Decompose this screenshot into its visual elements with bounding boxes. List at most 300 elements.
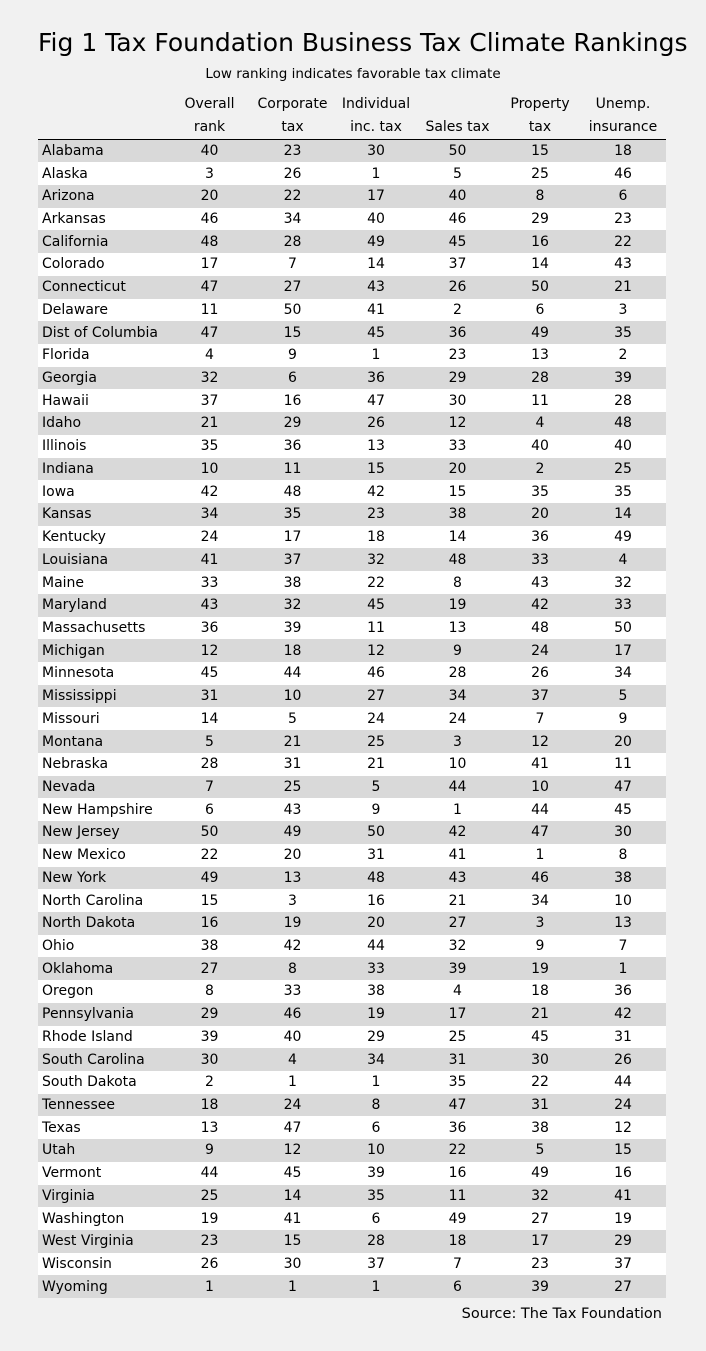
table-row bbox=[38, 1207, 666, 1230]
rank-cell: 48 bbox=[531, 619, 549, 636]
rank-cell: 46 bbox=[283, 1006, 302, 1023]
rank-cell: 25 bbox=[614, 460, 632, 477]
state-name-cell: Arizona bbox=[42, 188, 95, 205]
column-header bbox=[38, 93, 171, 140]
chart-subtitle: Low ranking indicates favorable tax climate bbox=[205, 66, 501, 82]
rank-cell: 29 bbox=[367, 1028, 385, 1045]
state-name-cell: Oklahoma bbox=[42, 960, 114, 977]
rank-cell: 39 bbox=[531, 1278, 549, 1295]
rank-cell: 18 bbox=[531, 983, 549, 1000]
rank-cell: 43 bbox=[367, 279, 385, 296]
rank-cell: 28 bbox=[200, 756, 219, 773]
rank-cell: 9 bbox=[453, 642, 462, 659]
state-name-cell: Washington bbox=[42, 1210, 125, 1227]
rank-cell: 8 bbox=[453, 574, 462, 591]
rank-cell: 10 bbox=[283, 688, 302, 705]
rank-cell: 10 bbox=[448, 756, 467, 773]
rankings-table bbox=[38, 93, 666, 1298]
rank-cell: 28 bbox=[367, 1233, 385, 1250]
rank-cell: 6 bbox=[205, 801, 214, 818]
rank-cell: 39 bbox=[614, 370, 632, 387]
rank-cell: 44 bbox=[531, 801, 549, 818]
rank-cell: 5 bbox=[205, 733, 214, 750]
rank-cell: 9 bbox=[288, 347, 297, 364]
table-row bbox=[38, 912, 666, 935]
rank-cell: 44 bbox=[283, 665, 302, 682]
rank-cell: 15 bbox=[448, 483, 467, 500]
state-name-cell: Maryland bbox=[42, 597, 107, 614]
rank-cell: 44 bbox=[200, 1165, 219, 1182]
rank-cell: 34 bbox=[531, 892, 549, 909]
rank-cell: 24 bbox=[367, 710, 385, 727]
rank-cell: 1 bbox=[371, 1074, 381, 1091]
rank-cell: 19 bbox=[531, 960, 549, 977]
rank-cell: 36 bbox=[283, 438, 302, 455]
table-row bbox=[38, 1275, 666, 1298]
rank-cell: 16 bbox=[200, 915, 219, 932]
rank-cell: 45 bbox=[448, 233, 467, 250]
rank-cell: 4 bbox=[205, 347, 214, 364]
state-name-cell: Georgia bbox=[42, 370, 97, 387]
rank-cell: 40 bbox=[531, 438, 549, 455]
rank-cell: 20 bbox=[614, 733, 632, 750]
rank-cell: 15 bbox=[614, 1142, 632, 1159]
rank-cell: 42 bbox=[283, 938, 302, 955]
rank-cell: 1 bbox=[288, 1074, 297, 1091]
rank-cell: 48 bbox=[367, 869, 385, 886]
rank-cell: 37 bbox=[614, 1256, 632, 1273]
rank-cell: 10 bbox=[531, 778, 549, 795]
table-row bbox=[38, 639, 666, 662]
rank-cell: 25 bbox=[200, 1187, 219, 1204]
rank-cell: 38 bbox=[614, 869, 632, 886]
rank-cell: 31 bbox=[283, 756, 302, 773]
table-row bbox=[38, 458, 666, 481]
rank-cell: 29 bbox=[531, 211, 549, 228]
state-name-cell: Kansas bbox=[42, 506, 92, 523]
rank-cell: 39 bbox=[367, 1165, 385, 1182]
rank-cell: 46 bbox=[200, 211, 219, 228]
rank-cell: 24 bbox=[614, 1097, 632, 1114]
rank-cell: 49 bbox=[614, 529, 632, 546]
rank-cell: 18 bbox=[448, 1233, 467, 1250]
rank-cell: 9 bbox=[618, 710, 628, 727]
rank-cell: 35 bbox=[200, 438, 219, 455]
table-row bbox=[38, 299, 666, 322]
rank-cell: 1 bbox=[371, 347, 381, 364]
rank-cell: 46 bbox=[531, 869, 549, 886]
rank-cell: 30 bbox=[200, 1051, 219, 1068]
table-row bbox=[38, 321, 666, 344]
rank-cell: 2 bbox=[535, 460, 545, 477]
column-header-line2: rank bbox=[193, 119, 226, 135]
rank-cell: 50 bbox=[614, 619, 632, 636]
state-name-cell: Utah bbox=[42, 1142, 76, 1159]
rank-cell: 26 bbox=[283, 165, 302, 182]
rank-cell: 32 bbox=[614, 574, 632, 591]
rank-cell: 3 bbox=[535, 915, 545, 932]
rank-cell: 15 bbox=[283, 324, 302, 341]
table-row bbox=[38, 1185, 666, 1208]
rank-cell: 22 bbox=[614, 233, 632, 250]
rank-cell: 18 bbox=[614, 143, 632, 160]
state-name-cell: Kentucky bbox=[42, 529, 106, 546]
table-row bbox=[38, 776, 666, 799]
rank-cell: 35 bbox=[614, 324, 632, 341]
rank-cell: 36 bbox=[448, 324, 467, 341]
rank-cell: 20 bbox=[283, 847, 302, 864]
table-row bbox=[38, 662, 666, 685]
rank-cell: 3 bbox=[618, 301, 628, 318]
rank-cell: 45 bbox=[614, 801, 632, 818]
rank-cell: 40 bbox=[283, 1028, 302, 1045]
table-row bbox=[38, 1048, 666, 1071]
rank-cell: 2 bbox=[205, 1074, 214, 1091]
table-row bbox=[38, 548, 666, 571]
rank-cell: 33 bbox=[614, 597, 632, 614]
rank-cell: 29 bbox=[200, 1006, 219, 1023]
rank-cell: 24 bbox=[200, 529, 219, 546]
rank-cell: 13 bbox=[283, 869, 302, 886]
rank-cell: 46 bbox=[614, 165, 632, 182]
rank-cell: 43 bbox=[614, 256, 632, 273]
state-name-cell: California bbox=[42, 233, 109, 250]
state-name-cell: Illinois bbox=[42, 438, 87, 455]
rank-cell: 3 bbox=[205, 165, 214, 182]
table-row bbox=[38, 753, 666, 776]
state-name-cell: Wisconsin bbox=[42, 1256, 112, 1273]
rank-cell: 12 bbox=[614, 1119, 632, 1136]
rank-cell: 6 bbox=[371, 1210, 381, 1227]
rank-cell: 47 bbox=[367, 392, 385, 409]
rank-cell: 47 bbox=[283, 1119, 302, 1136]
state-name-cell: South Dakota bbox=[42, 1074, 137, 1091]
table-row bbox=[38, 526, 666, 549]
state-name-cell: Louisiana bbox=[42, 551, 109, 568]
rank-cell: 20 bbox=[200, 188, 219, 205]
rank-cell: 10 bbox=[200, 460, 219, 477]
table-row bbox=[38, 412, 666, 435]
state-name-cell: Connecticut bbox=[42, 279, 126, 296]
rank-cell: 47 bbox=[531, 824, 549, 841]
column-header bbox=[248, 93, 337, 140]
state-name-cell: Iowa bbox=[42, 483, 75, 500]
state-name-cell: Maine bbox=[42, 574, 85, 591]
state-name-cell: Hawaii bbox=[42, 392, 89, 409]
rank-cell: 11 bbox=[448, 1187, 467, 1204]
state-name-cell: New York bbox=[42, 869, 107, 886]
rank-cell: 31 bbox=[200, 688, 219, 705]
rank-cell: 7 bbox=[288, 256, 297, 273]
rank-cell: 48 bbox=[200, 233, 219, 250]
rank-cell: 25 bbox=[531, 165, 549, 182]
rank-cell: 49 bbox=[200, 869, 219, 886]
rank-cell: 50 bbox=[283, 301, 302, 318]
rank-cell: 44 bbox=[448, 778, 467, 795]
rank-cell: 38 bbox=[448, 506, 467, 523]
column-header-line1 bbox=[415, 93, 500, 116]
rank-cell: 4 bbox=[288, 1051, 297, 1068]
column-header-line2: insurance bbox=[588, 119, 658, 135]
table-row bbox=[38, 208, 666, 231]
rank-cell: 9 bbox=[371, 801, 381, 818]
rank-cell: 29 bbox=[283, 415, 302, 432]
rank-cell: 9 bbox=[535, 938, 545, 955]
table-row bbox=[38, 1003, 666, 1026]
rank-cell: 11 bbox=[283, 460, 302, 477]
rank-cell: 31 bbox=[614, 1028, 632, 1045]
rank-cell: 42 bbox=[200, 483, 219, 500]
column-header-line1 bbox=[38, 93, 171, 116]
state-name-cell: Arkansas bbox=[42, 211, 106, 228]
rank-cell: 15 bbox=[283, 1233, 302, 1250]
state-name-cell: Mississippi bbox=[42, 688, 117, 705]
rank-cell: 22 bbox=[448, 1142, 467, 1159]
column-header-line1: Overall bbox=[184, 96, 235, 112]
rank-cell: 32 bbox=[200, 370, 219, 387]
table-row bbox=[38, 821, 666, 844]
table-row bbox=[38, 571, 666, 594]
rank-cell: 7 bbox=[618, 938, 628, 955]
table-row bbox=[38, 162, 666, 185]
rank-cell: 21 bbox=[367, 756, 385, 773]
rank-cell: 37 bbox=[448, 256, 467, 273]
state-name-cell: Delaware bbox=[42, 301, 108, 318]
rank-cell: 17 bbox=[200, 256, 219, 273]
rank-cell: 11 bbox=[200, 301, 219, 318]
rank-cell: 49 bbox=[448, 1210, 467, 1227]
rank-cell: 9 bbox=[205, 1142, 214, 1159]
rank-cell: 43 bbox=[531, 574, 549, 591]
state-name-cell: South Carolina bbox=[42, 1051, 145, 1068]
rank-cell: 47 bbox=[448, 1097, 467, 1114]
column-header-line2: tax bbox=[528, 119, 552, 135]
rank-cell: 1 bbox=[288, 1278, 297, 1295]
rank-cell: 32 bbox=[531, 1187, 549, 1204]
rank-cell: 19 bbox=[614, 1210, 632, 1227]
rank-cell: 1 bbox=[371, 1278, 381, 1295]
rank-cell: 7 bbox=[205, 778, 214, 795]
rank-cell: 47 bbox=[614, 778, 632, 795]
rank-cell: 24 bbox=[531, 642, 549, 659]
rank-cell: 50 bbox=[367, 824, 385, 841]
table-row bbox=[38, 1253, 666, 1276]
rank-cell: 34 bbox=[614, 665, 632, 682]
rank-cell: 7 bbox=[535, 710, 545, 727]
rank-cell: 5 bbox=[535, 1142, 545, 1159]
rank-cell: 43 bbox=[283, 801, 302, 818]
rank-cell: 44 bbox=[367, 938, 385, 955]
table-row bbox=[38, 889, 666, 912]
rank-cell: 22 bbox=[200, 847, 219, 864]
rank-cell: 1 bbox=[453, 801, 462, 818]
rank-cell: 40 bbox=[200, 143, 219, 160]
rank-cell: 38 bbox=[531, 1119, 549, 1136]
rank-cell: 40 bbox=[367, 211, 385, 228]
rank-cell: 27 bbox=[531, 1210, 549, 1227]
rank-cell: 17 bbox=[367, 188, 385, 205]
rank-cell: 1 bbox=[535, 847, 545, 864]
rank-cell: 23 bbox=[283, 143, 302, 160]
rank-cell: 21 bbox=[614, 279, 632, 296]
header-row bbox=[38, 93, 666, 140]
column-header bbox=[500, 93, 580, 140]
rank-cell: 12 bbox=[367, 642, 385, 659]
rank-cell: 19 bbox=[367, 1006, 385, 1023]
state-name-cell: Alaska bbox=[42, 165, 88, 182]
rank-cell: 49 bbox=[283, 824, 302, 841]
table-row bbox=[38, 1230, 666, 1253]
table-row bbox=[38, 344, 666, 367]
rank-cell: 13 bbox=[200, 1119, 219, 1136]
table-body bbox=[38, 140, 666, 1299]
rank-cell: 30 bbox=[283, 1256, 302, 1273]
rank-cell: 34 bbox=[448, 688, 467, 705]
rank-cell: 6 bbox=[535, 301, 545, 318]
rank-cell: 35 bbox=[367, 1187, 385, 1204]
rank-cell: 16 bbox=[531, 233, 549, 250]
state-name-cell: Wyoming bbox=[42, 1278, 108, 1295]
rank-cell: 15 bbox=[367, 460, 385, 477]
rank-cell: 10 bbox=[367, 1142, 385, 1159]
rank-cell: 28 bbox=[614, 392, 632, 409]
rank-cell: 36 bbox=[448, 1119, 467, 1136]
rank-cell: 8 bbox=[371, 1097, 381, 1114]
rank-cell: 40 bbox=[448, 188, 467, 205]
rank-cell: 12 bbox=[448, 415, 467, 432]
rank-cell: 15 bbox=[200, 892, 219, 909]
rank-cell: 18 bbox=[283, 642, 302, 659]
rank-cell: 6 bbox=[453, 1278, 462, 1295]
rank-cell: 8 bbox=[618, 847, 628, 864]
rank-cell: 4 bbox=[453, 983, 462, 1000]
rank-cell: 47 bbox=[200, 324, 219, 341]
rank-cell: 34 bbox=[283, 211, 302, 228]
rank-cell: 7 bbox=[453, 1256, 462, 1273]
rank-cell: 32 bbox=[448, 938, 467, 955]
rank-cell: 23 bbox=[367, 506, 385, 523]
rank-cell: 35 bbox=[614, 483, 632, 500]
rank-cell: 45 bbox=[367, 324, 385, 341]
state-name-cell: Montana bbox=[42, 733, 104, 750]
rank-cell: 23 bbox=[200, 1233, 219, 1250]
rank-cell: 36 bbox=[200, 619, 219, 636]
table-row bbox=[38, 844, 666, 867]
rank-cell: 35 bbox=[531, 483, 549, 500]
rank-cell: 1 bbox=[205, 1278, 214, 1295]
rank-cell: 16 bbox=[367, 892, 385, 909]
rank-cell: 35 bbox=[448, 1074, 467, 1091]
state-name-cell: Dist of Columbia bbox=[42, 324, 158, 341]
chart-title: Fig 1 Tax Foundation Business Tax Climate Rankings bbox=[38, 28, 688, 57]
rank-cell: 11 bbox=[531, 392, 549, 409]
rank-cell: 20 bbox=[448, 460, 467, 477]
rank-cell: 5 bbox=[453, 165, 462, 182]
rank-cell: 8 bbox=[205, 983, 214, 1000]
rank-cell: 36 bbox=[614, 983, 632, 1000]
rank-cell: 37 bbox=[531, 688, 549, 705]
rank-cell: 26 bbox=[200, 1256, 219, 1273]
rank-cell: 8 bbox=[288, 960, 297, 977]
rank-cell: 21 bbox=[531, 1006, 549, 1023]
rank-cell: 30 bbox=[367, 143, 385, 160]
state-name-cell: Ohio bbox=[42, 938, 75, 955]
rank-cell: 20 bbox=[531, 506, 549, 523]
rank-cell: 11 bbox=[367, 619, 385, 636]
rank-cell: 37 bbox=[283, 551, 302, 568]
table-row bbox=[38, 276, 666, 299]
rank-cell: 27 bbox=[614, 1278, 632, 1295]
rank-cell: 33 bbox=[200, 574, 219, 591]
table-row bbox=[38, 1162, 666, 1185]
table-row bbox=[38, 935, 666, 958]
rank-cell: 1 bbox=[618, 960, 628, 977]
rank-cell: 32 bbox=[367, 551, 385, 568]
rank-cell: 14 bbox=[200, 710, 219, 727]
state-name-cell: New Mexico bbox=[42, 847, 126, 864]
state-name-cell: Nebraska bbox=[42, 756, 109, 773]
rank-cell: 33 bbox=[531, 551, 549, 568]
rank-cell: 5 bbox=[618, 688, 628, 705]
source-note: Source: The Tax Foundation bbox=[461, 1306, 662, 1322]
rank-cell: 30 bbox=[448, 392, 467, 409]
rank-cell: 27 bbox=[283, 279, 302, 296]
rank-cell: 39 bbox=[283, 619, 302, 636]
rank-cell: 5 bbox=[288, 710, 297, 727]
rank-cell: 50 bbox=[200, 824, 219, 841]
rank-cell: 30 bbox=[614, 824, 632, 841]
rank-cell: 28 bbox=[531, 370, 549, 387]
table-row bbox=[38, 980, 666, 1003]
table-row bbox=[38, 957, 666, 980]
rank-cell: 17 bbox=[531, 1233, 549, 1250]
rank-cell: 31 bbox=[367, 847, 385, 864]
rank-cell: 41 bbox=[614, 1187, 632, 1204]
rank-cell: 17 bbox=[448, 1006, 467, 1023]
table-row bbox=[38, 230, 666, 253]
rank-cell: 3 bbox=[453, 733, 462, 750]
rank-cell: 4 bbox=[618, 551, 628, 568]
rank-cell: 21 bbox=[448, 892, 467, 909]
rank-cell: 21 bbox=[283, 733, 302, 750]
rank-cell: 45 bbox=[367, 597, 385, 614]
rank-cell: 22 bbox=[531, 1074, 549, 1091]
rank-cell: 42 bbox=[614, 1006, 632, 1023]
rank-cell: 46 bbox=[448, 211, 467, 228]
rank-cell: 48 bbox=[448, 551, 467, 568]
rank-cell: 40 bbox=[614, 438, 632, 455]
table-row bbox=[38, 730, 666, 753]
state-name-cell: Nevada bbox=[42, 778, 96, 795]
table-row bbox=[38, 185, 666, 208]
rank-cell: 13 bbox=[614, 915, 632, 932]
rank-cell: 36 bbox=[367, 370, 385, 387]
rank-cell: 48 bbox=[614, 415, 632, 432]
rank-cell: 47 bbox=[200, 279, 219, 296]
rank-cell: 19 bbox=[283, 915, 302, 932]
rank-cell: 27 bbox=[448, 915, 467, 932]
column-header-line1: Property bbox=[510, 96, 570, 112]
rank-cell: 34 bbox=[200, 506, 219, 523]
state-name-cell: Missouri bbox=[42, 710, 100, 727]
rank-cell: 17 bbox=[283, 529, 302, 546]
rank-cell: 11 bbox=[614, 756, 632, 773]
rank-cell: 24 bbox=[448, 710, 467, 727]
rank-cell: 42 bbox=[531, 597, 549, 614]
rank-cell: 41 bbox=[283, 1210, 302, 1227]
rank-cell: 2 bbox=[618, 347, 628, 364]
rank-cell: 33 bbox=[367, 960, 385, 977]
